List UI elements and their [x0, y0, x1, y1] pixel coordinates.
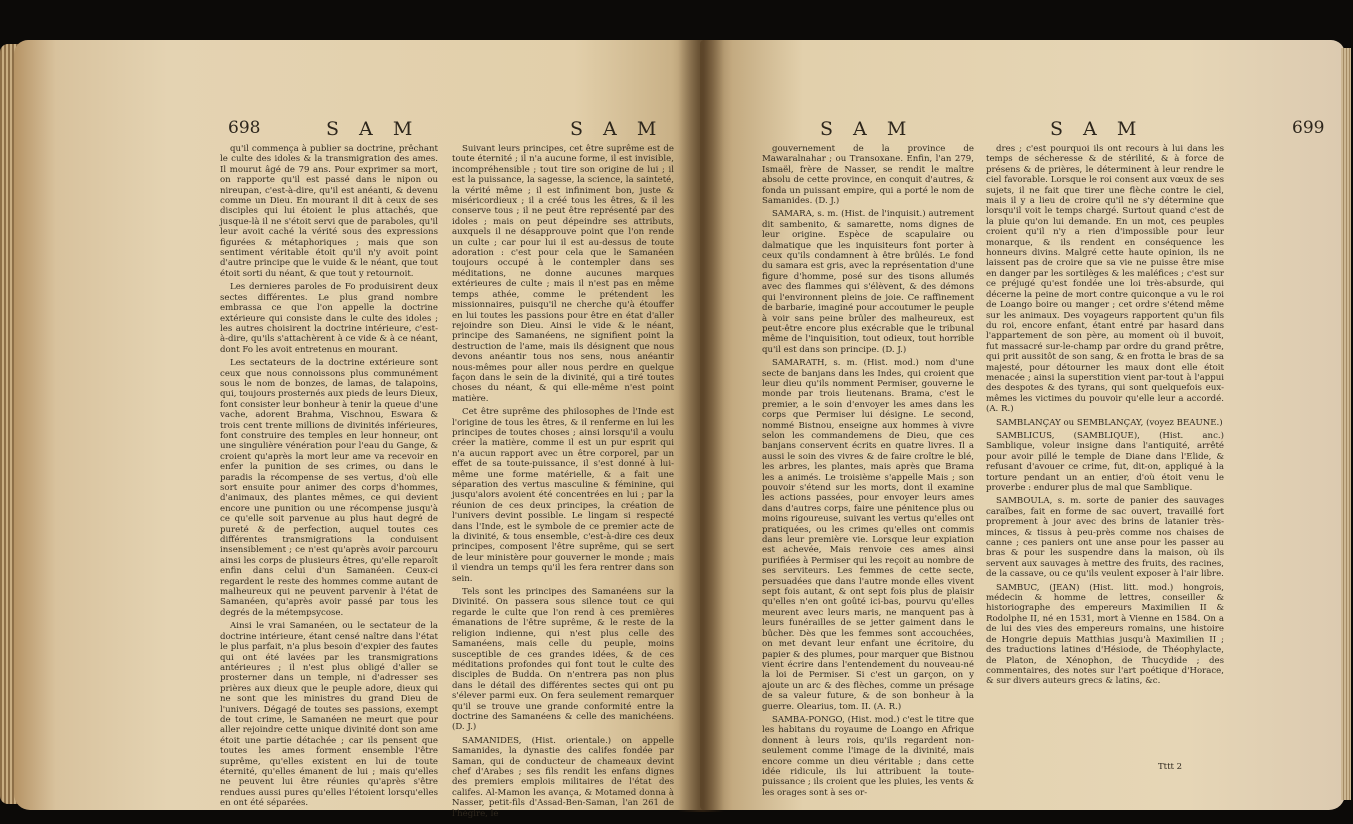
book-gutter: [678, 40, 724, 812]
paragraph: SAMBA-PONGO, (Hist. mod.) c'est le titre que les habitans du royaume de Loango en Afrique donnent à leurs rois, qu'ils regardent non-seulement comme l'image de la divinité, mais encore comme un dieu véritable ; dans cette idée ridicule, ils lui attribuent la toute-puissance ; ils croient que les pluies, les vents & les orages sont à ses or-: [762, 714, 974, 798]
paragraph: SAMBLANÇAY ou SEMBLANÇAY, (voyez BEAUNE.): [996, 417, 1223, 428]
text-column-2: [986, 144, 1224, 754]
text-column-1: [762, 144, 974, 798]
paragraph: gouvernement de la province de Mawaralnahar ; ou Transoxane. Enfin, l'an 279, Ismaël, frère de Nasser, se rendit le maître absolu de cette province, en conquit d'autres, & fonda un puissant empire, qui a porté le nom de Samanides. (D. J.): [762, 144, 974, 207]
left-page: [14, 40, 714, 819]
running-head-right: S A M: [1050, 118, 1144, 140]
paragraph: qu'il commença à publier sa doctrine, prêchant le culte des idoles & la transmigration des ames. Il mourut âgé de 79 ans. Pour exprimer sa mort, on rapporte qu'il est passé dans le nipon ou nireupan, c'est-à-dire, qu'il est anéanti, & devenu comme un Dieu. En mourant il dit à ceux de ses disciples qui lui étoient le plus attachés, que jusque-là il ne s'étoit servi que de paraboles, qu'il leur avoit caché la vérité sous des expressions figurées & métaphoriques ; mais que son sentiment véritable étoit qu'il n'y avoit point d'autre principe que le vuide & le néant, que tout étoit sorti du néant, & que tout y retournoit.: [220, 144, 438, 279]
paragraph: SAMARA, s. m. (Hist. de l'inquisit.) autrement dit sambenito, & samarette, noms dignes de leur origine. Espèce de scapulaire ou dalmatique que les inquisiteurs font porter à ceux qu'ils condamnent à être brûlés. Le fond du samara est gris, avec la représentation d'une figure d'homme, posé sur des tisons allumés avec des flammes qui s'élèvent, & des démons qui l'environnent pleins de joie. Ce raffinement de barbarie, imaginé pour accoutumer le peuple à voir sans peine brûler des malheureux, est peut-être encore plus exécrable que le tribunal même de l'inquisition, tout odieux, tout horrible qu'il est dans son principe. (D. J.): [762, 209, 974, 355]
paragraph: SAMANIDES, (Hist. orientale.) on appelle Samanides, la dynastie des califes fondée par Saman, qui de conducteur de chameaux devint chef d'Arabes ; ses fils rendit les enfans dignes des premiers emplois militaires de l'état des califes. Al-Mamon les avança, & Motamed donna à Nasser, petit-fils d'Assad-Ben-Saman, l'an 261 de l'hégire, le: [452, 735, 674, 819]
paragraph: Suivant leurs principes, cet être suprême est de toute éternité ; il n'a aucune forme, il est invisible, incompréhensible ; tout tire son origine de lui ; il est la puissance, la sagesse, la science, la sainteté, la vérité même ; il est infiniment bon, juste & miséricordieux ; il a créé tous les êtres, & il les conserve tous ; il ne peut être représenté par des idoles ; mais on peut dépeindre ses attributs, auxquels il ne désapprouve point que l'on rende un culte ; car pour lui il est au-dessus de toute adoration : c'est pour cela que le Samanéen toujours occupé à le contempler dans ses méditations, ne donne aucunes marques extérieures de culte ; mais il n'est pas en même temps athée, comme le prétendent les missionnaires, puisqu'il ne cherche qu'à étouffer en lui toutes les passions pour être en état d'aller rejoindre son Dieu. Ainsi le vide & le néant, principe des Samanéens, ne signifient point la destruction de l'ame, mais ils désignent que nous devons anéantir tous nos sens, nous anéantir nous-mêmes pour aller nous perdre en quelque façon dans le sein de la divinité, qui a tiré toutes choses du néant, & qui elle-même n'est point matière.: [452, 144, 674, 404]
right-page: [700, 40, 1345, 810]
text-column-1: [220, 144, 438, 809]
paragraph: dres ; c'est pourquoi ils ont recours à lui dans les temps de sécheresse & de stérilité, & à force de présens & de prières, le déterminent à leur rendre le ciel favorable. Lorsque le roi consent aux vœux de ses sujets, il ne fait que tirer une flèche contre le ciel, mais il y a lieu de croire qu'il ne s'y détermine que lorsqu'il voit le temps chargé. Surtout quand c'est de la pluie qu'on lui demande. En un mot, ces peuples croient qu'il n'y a rien d'impossible pour leur monarque, & ils rendent en conséquence les honneurs divins. Malgré cette haute opinion, ils ne laissent pas de croire que sa vie ne puisse être mise en danger par les sortilèges & les maléfices ; c'est sur ce préjugé qu'est fondée une loi très-absurde, qui décerne la peine de mort contre quiconque a vu le roi de Loango boire ou manger ; cet ordre s'étend même sur les animaux. Des voyageurs rapportent qu'un fils du roi, encore enfant, étant entré par hasard dans l'appartement de son père, au moment où il buvoit, fut massacré sur-le-champ par ordre du grand prêtre, qui prit aussitôt de son sang, & en frotta le bras de sa majesté, pour détourner les maux dont elle étoit menacée ; ainsi la superstition vient par-tout à l'appui des despotes & des tyrans, qui sont quelquefois eux-mêmes les victimes du pouvoir qu'elle leur a accordé. (A. R.): [986, 144, 1224, 415]
paragraph: SAMBOULA, s. m. sorte de panier des sauvages caraïbes, fait en forme de sac ouvert, travaillé fort proprement à jour avec des brins de latanier très-minces, & tissus à peu-près comme nos chaises de canne ; ces paniers ont une anse pour les passer au bras & pour les suspendre dans la maison, où ils servent aux sauvages à mettre des fruits, des racines, de la cassave, ou ce qu'ils veulent exposer à l'air libre.: [986, 496, 1224, 580]
running-head-left: S A M: [820, 118, 914, 140]
text-column-2: [452, 144, 674, 819]
paragraph: Ainsi le vrai Samanéen, ou le sectateur de la doctrine intérieure, étant censé naître dans l'état le plus parfait, n'a plus besoin d'expier des fautes qui ont été lavées par les transmigrations antérieures ; il n'est plus obligé d'aller se prosterner dans un temple, ni d'adresser ses prières aux dieux que le peuple adore, dieux qui ne sont que les ministres du grand Dieu de l'univers. Dégagé de toutes ses passions, exempt de tout crime, le Samanéen ne meurt que pour aller rejoindre cette unique divinité dont son ame étoit une partie détachée ; car ils pensent que toutes les ames forment ensemble l'être suprême, qu'elles existent en lui de toute éternité, qu'elles émanent de lui ; mais qu'elles ne peuvent lui être réunies qu'après s'être rendues aussi pures qu'elles l'étoient lorsqu'elles en ont été séparées.: [220, 621, 438, 809]
paragraph: Tels sont les principes des Samanéens sur la Divinité. On passera sous silence tout ce qui regarde le culte que l'on rend à ces premières émanations de l'être suprême, & le reste de la religion indienne, qui n'est plus celle des Samanéens, mais celle du peuple, moins susceptible de ces grandes idées, & de ces méditations profondes qui font tout le culte des disciples de Budda. On n'entrera pas non plus dans le détail des différentes sectes qui ont pu s'élever parmi eux. On fera seulement remarquer qu'il se trouve une grande conformité entre la doctrine des Samanéens & celle des manichéens. (D. J.): [452, 587, 674, 733]
running-head-right: S A M: [570, 118, 664, 140]
signature-mark: Tttt 2: [1158, 762, 1183, 772]
paragraph: SAMARATH, s. m. (Hist. mod.) nom d'une secte de banjans dans les Indes, qui croient que leur dieu qu'ils nomment Permiser, gouverne le monde par trois lieutenans. Brama, c'est le premier, a le soin d'envoyer les ames dans les corps que Permiser lui désigne. Le second, nommé Bistnou, enseigne aux hommes à vivre selon les commandemens de Dieu, que ces banjans conservent écrits en quatre livres. Il a aussi le soin des vivres & de faire croître le blé, les arbres, les plantes, mais après que Brama les a animés. Le troisième s'appelle Mais ; son pouvoir s'étend sur les morts, dont il examine les actions passées, pour envoyer leurs ames dans d'autres corps, faire une pénitence plus ou moins rigoureuse, suivant les vertus qu'elles ont pratiquées, ou les crimes qu'elles ont commis dans leur première vie. Lorsque leur expiation est achevée, Mais renvoie ces ames ainsi purifiées à Permiser qui les reçoit au nombre de ses serviteurs. Les femmes de cette secte, persuadées que dans l'autre monde elles vivent sept fois autant, & ont sept fois plus de plaisir qu'elles n'en ont goûté ici-bas, pourvu qu'elles meurent avec leurs maris, ne manquent pas à leurs funérailles de se jetter gaiment dans le bûcher. Dès que les femmes sont accouchées, on met devant leur enfant une écritoire, du papier & des plumes, pour marquer que Bistnou vient écrire dans l'entendement du nouveau-né la loi de Permiser. Si c'est un garçon, on y ajoute un arc & des flèches, comme un présage de sa valeur future, & de son bonheur à la guerre. Olearius, tom. II. (A. R.): [762, 358, 974, 712]
page-number: 699: [1292, 118, 1325, 138]
page-number: 698: [228, 118, 261, 138]
paragraph: Les dernieres paroles de Fo produisirent deux sectes différentes. Le plus grand nombre embrassa ce que l'on appelle la doctrine extérieure qui consiste dans le culte des idoles ; les autres choisirent la doctrine intérieure, c'est-à-dire, qu'ils s'attachèrent à ce vide & à ce néant, dont Fo les avoit entretenus en mourant.: [220, 282, 438, 355]
running-head-left: S A M: [326, 118, 420, 140]
paragraph: SAMBUC, (JEAN) (Hist. litt. mod.) hongrois, médecin & homme de lettres, conseiller & historiographe des empereurs Maximilien II & Rodolphe II, né en 1531, mort à Vienne en 1584. On a de lui des vies des empereurs romains, une histoire de Hongrie depuis Matthias jusqu'à Maximilien II ; des traductions latines d'Hésiode, de Théophylacte, de Platon, de Xénophon, de Thucydide ; des commentaires, des notes sur l'art poétique d'Horace, & sur divers auteurs grecs & latins, &c.: [986, 582, 1224, 687]
paragraph: Cet être suprême des philosophes de l'Inde est l'origine de tous les êtres, & il renferme en lui les principes de toutes choses ; ainsi lorsqu'il a voulu créer la matière, comme il est un pur esprit qui n'a aucun rapport avec un être corporel, par un effet de sa toute-puissance, il s'est donné à lui-même une forme matérielle, & a fait une séparation des vertus masculine & féminine, qui jusqu'alors avoient été concentrées en lui ; par la réunion de ces deux principes, la création de l'univers devint possible. Le lingam si respecté dans l'Inde, est le symbole de ce premier acte de la divinité, & tous ensemble, c'est-à-dire ces deux principes, composent l'être suprême, qui se sert de leur ministère pour gouverner le monde ; mais il viendra un temps qu'il les fera rentrer dans son sein.: [452, 407, 674, 584]
paragraph: Les sectateurs de la doctrine extérieure sont ceux que nous connoissons plus communément sous le nom de bonzes, de lamas, de talapoins, qui, toujours prosternés aux pieds de leurs Dieux, font consister leur bonheur à tenir la queue d'une vache, adorent Brahma, Vischnou, Eswara & trois cent trente millions de divinités inférieures, font construire des temples en leur honneur, ont une singulière vénération pour l'eau du Gange, & croient qu'après la mort leur ame va recevoir en enfer la punition de ses crimes, ou dans le paradis la récompense de ses vertus, d'où elle sort ensuite pour animer des corps d'hommes, d'animaux, des plantes mêmes, ce qui devient encore une punition ou une récompense jusqu'à ce qu'elle soit parvenue au plus haut degré de pureté & de perfection, auquel toutes ces différentes transmigrations la conduisent insensiblement ; ce n'est qu'après avoir parcouru ainsi les corps de plusieurs êtres, qu'elle reparoît enfin dans celui d'un Samanéen. Ceux-ci regardent le reste des hommes comme autant de malheureux qui ne peuvent parvenir à l'état de Samanéen, qu'après avoir passé par tous les degrés de la métempsycose.: [220, 358, 438, 618]
paragraph: SAMBLICUS, (SAMBLIQUE), (Hist. anc.) Samblique, voleur insigne dans l'antiquité, arrêté pour avoir pillé le temple de Diane dans l'Elide, & refusant d'avouer ce crime, fut, dit-on, appliqué à la torture pendant un an entier, d'où étoit venu le proverbe : endurer plus de mal que Samblique.: [986, 430, 1224, 493]
page-stack-right-edge: [1341, 48, 1351, 800]
